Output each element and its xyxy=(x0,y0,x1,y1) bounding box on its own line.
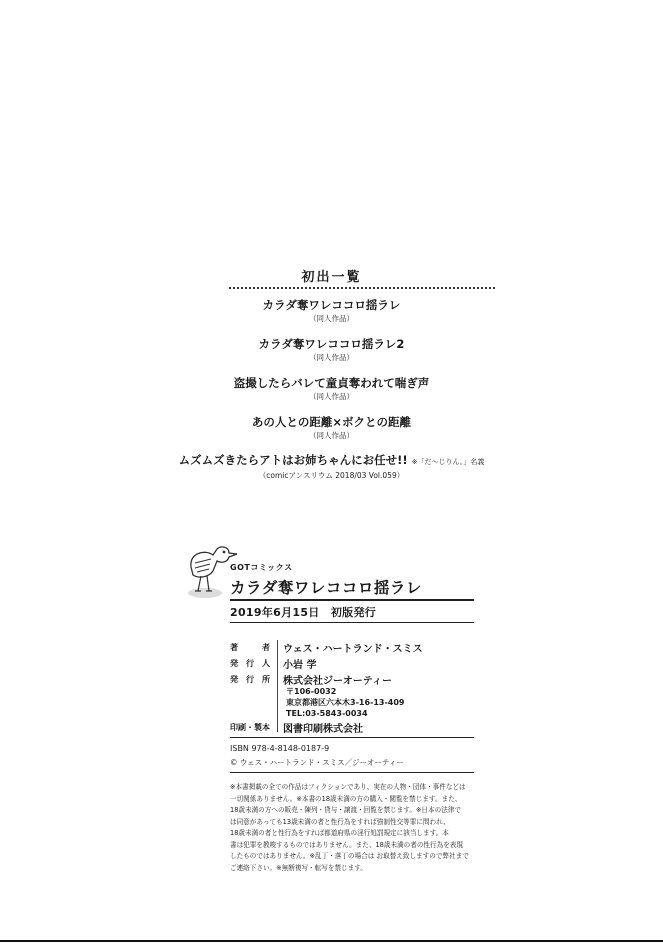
work-source: （同人作品） xyxy=(309,314,354,323)
colophon-separator xyxy=(277,640,278,732)
publication-date: 2019年6月15日 初版発行 xyxy=(230,606,377,619)
copyright: © ウェス・ハートランド・スミス／ジーオーティー xyxy=(230,758,404,767)
isbn-rule xyxy=(230,737,474,738)
work-entry-5 xyxy=(140,453,523,481)
printer-label: 印刷 ・ 製本 xyxy=(230,723,270,732)
work-title: ムズムズきたらアトはお姉ちゃんにお任せ!! xyxy=(178,453,408,467)
work-title: 盗撮したらバレて童貞奪われて喘ぎ声 xyxy=(233,376,430,390)
publisher-person-label: 発 行 人 xyxy=(230,659,270,668)
work-title: あの人との距離×ボクとの距離 xyxy=(251,415,412,429)
work-source: （同人作品） xyxy=(309,431,354,440)
street-address: 東京都港区六本木3-16-13-409 xyxy=(286,698,405,707)
work-title: カラダ奪ワレココロ揺ラレ2 xyxy=(258,337,405,351)
publication-list-title: 初出一覧 xyxy=(301,270,362,285)
author-value: ウェス・ハートランド・スミス xyxy=(283,644,423,655)
work-entry-4 xyxy=(140,415,523,441)
dotted-divider xyxy=(229,287,495,289)
work-source: （同人作品） xyxy=(309,353,354,362)
author-label: 著 者 xyxy=(230,643,270,652)
date-rule xyxy=(230,622,474,623)
book-title: カラダ奪ワレココロ揺ラレ xyxy=(230,579,422,597)
work-source: （comicアンスリウム 2018/03 Vol.059） xyxy=(258,471,405,480)
isbn: ISBN 978-4-8148-0187-9 xyxy=(230,744,330,753)
work-entry-2 xyxy=(140,337,523,363)
series-label: GOTコミックス xyxy=(230,563,293,572)
printer-value: 図書印刷株式会社 xyxy=(283,724,363,735)
title-rule xyxy=(230,599,474,601)
phone-number: TEL:03-5843-0034 xyxy=(286,709,368,718)
publisher-company-label: 発 行 所 xyxy=(230,675,270,684)
work-title: カラダ奪ワレココロ揺ラレ xyxy=(262,298,401,312)
work-source: （同人作品） xyxy=(309,392,354,401)
legal-notice: ※本書掲載の全ての作品はフィクションであり、実在の人物・団体・事件などは 一切関係ありません。※本書の18歳未満の方の購入・閲覧を禁じます。また、 18歳未満の方への販売・陳列・貸与・譲渡・回覧を禁じます。※日本の法律で は同意があっても13歳未満の者と性行為をすれば強制性交等罪に問われ、 18歳未満の者と性行為をすれば都道府県の淫行処罰規定に該当します。本 書は犯罪を教唆するものではありません。また、18歳未満の者の性行為を表現 したものではありません。※乱丁・落丁の場合は お取替え致しますので弊社まで ご連絡下さい。※無断複写・転写を禁じます。 xyxy=(230,783,469,872)
page-bottom-border xyxy=(0,940,663,942)
postal-code: 〒106-0032 xyxy=(286,687,337,696)
publisher-person-value: 小岩 学 xyxy=(283,660,317,671)
publisher-company-value: 株式会社ジーオーティー xyxy=(283,676,392,687)
work-entry-1 xyxy=(140,298,523,324)
copyright-rule xyxy=(230,772,474,773)
work-note: ※「だ〜じりん。」名義 xyxy=(411,458,485,466)
work-entry-3 xyxy=(140,376,523,402)
